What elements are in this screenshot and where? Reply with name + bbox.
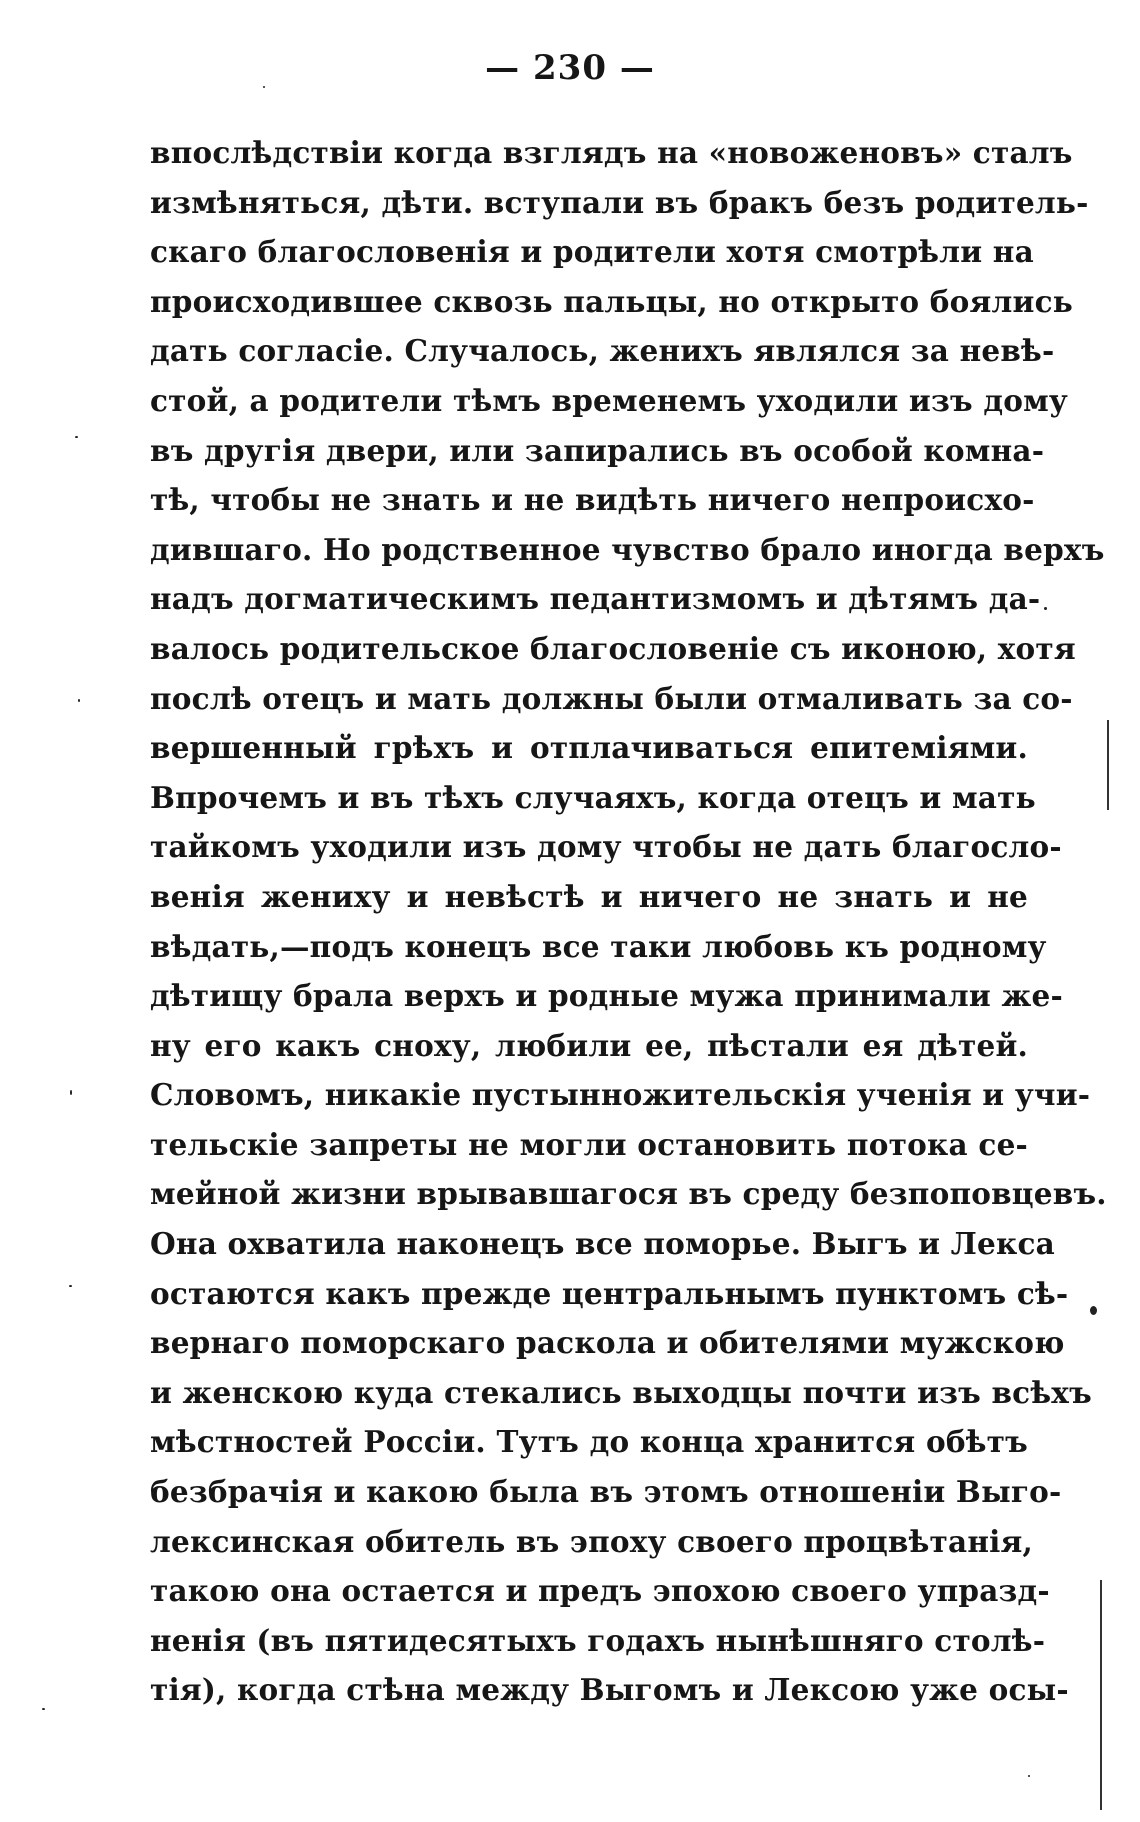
scan-edge-line — [1100, 1580, 1102, 1810]
text-line: дившаго. Но родственное чувство брало иногда верхъ — [150, 531, 1105, 567]
text-line: тайкомъ уходили изъ дому чтобы не дать благосло- — [150, 829, 1062, 865]
text-line: происходившее сквозь пальцы, но открыто боялись — [150, 283, 1073, 319]
text-line: Впрочемъ и въ тѣхъ случаяхъ, когда отецъ и мать — [150, 779, 1036, 815]
text-line: ну его какъ сноху, любили ее, пѣстали ея дѣтей. — [150, 1027, 1028, 1063]
scan-speck — [263, 86, 265, 88]
text-line: валось родительское благословеніе съ иконою, хотя — [150, 630, 1076, 666]
scan-speck — [1090, 1306, 1097, 1315]
scan-speck — [78, 699, 80, 702]
scan-speck — [1044, 607, 1047, 610]
text-line: лексинская обитель въ эпоху своего процвѣтанія, — [150, 1523, 1034, 1559]
scan-speck — [75, 436, 78, 438]
text-line: тельскіе запреты не могли остановить потока се- — [150, 1126, 1028, 1162]
text-line: мейной жизни врывавшагося въ среду безпоповцевъ. — [150, 1176, 1107, 1212]
scan-speck — [1028, 1775, 1030, 1777]
text-line: Она охватила наконецъ все поморье. Выгъ и Лекса — [150, 1226, 1055, 1262]
text-line: такою она остается и предъ эпохою своего упразд- — [150, 1573, 1050, 1609]
page-number: — 230 — — [485, 48, 655, 88]
body-text — [150, 128, 1107, 1715]
text-line: безбрачія и какою была въ этомъ отношеніи Выго- — [150, 1474, 1062, 1510]
text-line: дать согласіе. Случалось, женихъ являлся за невѣ- — [150, 333, 1055, 369]
scan-speck — [42, 1708, 45, 1710]
scan-speck — [70, 1090, 72, 1095]
text-line: дѣтищу брала верхъ и родные мужа принимали же- — [150, 978, 1063, 1014]
text-line: тія), когда стѣна между Выгомъ и Лексою уже осы- — [150, 1672, 1069, 1708]
text-line: тѣ, чтобы не знать и не видѣть ничего непроисхо- — [150, 482, 1035, 518]
scan-edge-line — [1107, 720, 1109, 810]
text-line: послѣ отецъ и мать должны были отмаливать за со- — [150, 680, 1073, 716]
text-line: вернаго поморскаго раскола и обителями мужскою — [150, 1325, 1065, 1361]
text-line: вѣдать,—подъ конецъ все таки любовь къ родному — [150, 928, 1047, 964]
text-line: измѣняться, дѣти. вступали въ бракъ безъ родитель- — [150, 184, 1089, 220]
text-line: впослѣдствіи когда взглядъ на «новоженовъ» сталъ — [150, 135, 1073, 170]
text-line: остаются какъ прежде центральнымъ пунктомъ сѣ- — [150, 1275, 1069, 1311]
text-line: Словомъ, никакіе пустынножительскія ученія и учи- — [150, 1077, 1091, 1113]
text-line: скаго благословенія и родители хотя смотрѣли на — [150, 234, 1034, 270]
scan-speck — [69, 1285, 72, 1287]
text-line: венія жениху и невѣстѣ и ничего не знать и не — [150, 878, 1028, 914]
text-line: и женскою куда стекались выходцы почти изъ всѣхъ — [150, 1374, 1092, 1410]
text-line: надъ догматическимъ педантизмомъ и дѣтямъ да- — [150, 581, 1041, 617]
text-line: въ другія двери, или запирались въ особой комна- — [150, 432, 1045, 468]
text-line: мѣстностей Россіи. Тутъ до конца хранится обѣтъ — [150, 1424, 1028, 1460]
text-line: ненія (въ пятидесятыхъ годахъ нынѣшняго столѣ- — [150, 1622, 1046, 1658]
text-line: вершенный грѣхъ и отплачиваться епитеміями. — [150, 730, 1028, 766]
text-line: стой, а родители тѣмъ временемъ уходили изъ дому — [150, 382, 1068, 418]
